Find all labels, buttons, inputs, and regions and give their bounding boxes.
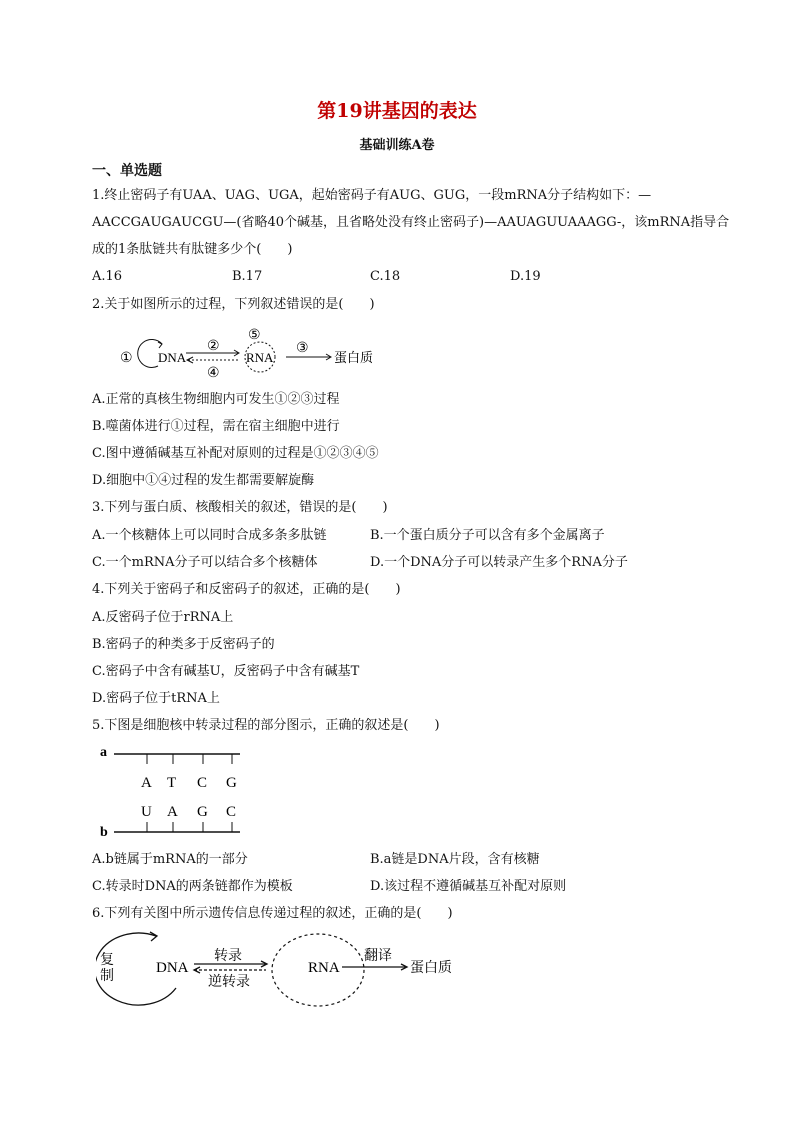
q5-label-a: a: [100, 745, 107, 760]
q2-label-2: ②: [207, 339, 220, 354]
q4-option-a: A.反密码子位于rRNA上: [92, 610, 234, 625]
q2-protein-label: 蛋白质: [334, 350, 374, 365]
q2-option-c: C.图中遵循碱基互补配对原则的过程是①②③④⑤: [92, 446, 379, 461]
q6-flow-diagram: [96, 930, 476, 1010]
q6-replication-char2: 制: [100, 969, 114, 984]
q5-top-base-2: T: [167, 775, 177, 791]
q2-rna-label: RNA: [246, 350, 274, 365]
q6-replication-char1: 复: [100, 953, 114, 968]
q6-translation-label: 翻译: [364, 949, 392, 964]
q2-option-a: A.正常的真核生物细胞内可发生①②③过程: [92, 392, 340, 407]
q5-bottom-base-2: A: [167, 804, 178, 820]
q5-stem: 5.下图是细胞核中转录过程的部分图示，正确的叙述是( ): [92, 718, 440, 733]
q2-label-5: ⑤: [248, 328, 261, 343]
q2-label-3: ③: [296, 341, 309, 356]
q1-option-a: A.16: [92, 269, 123, 284]
q5-option-d: D.该过程不遵循碱基互补配对原则: [370, 879, 567, 894]
q4-option-c: C.密码子中含有碱基U，反密码子中含有碱基T: [92, 664, 360, 679]
q1-stem-line3: 成的1条肽链共有肽键多少个( ): [92, 242, 293, 257]
q5-top-base-3: C: [197, 775, 208, 791]
q5-label-b: b: [100, 825, 108, 840]
q2-stem: 2.关于如图所示的过程，下列叙述错误的是( ): [92, 297, 375, 312]
q2-option-b: B.噬菌体进行①过程，需在宿主细胞中进行: [92, 419, 340, 434]
q3-stem: 3.下列与蛋白质、核酸相关的叙述，错误的是( ): [92, 500, 388, 515]
q5-bottom-base-4: C: [226, 804, 237, 820]
q6-protein-label: 蛋白质: [410, 961, 452, 976]
q3-option-b: B.一个蛋白质分子可以含有多个金属离子: [370, 528, 605, 543]
q6-stem: 6.下列有关图中所示遗传信息传递过程的叙述，正确的是( ): [92, 906, 453, 921]
q1-stem-line2: AACCGAUGAUCGU—(省略40个碱基，且省略处没有终止密码子)—AAUAGUUAAAGG-，该mRNA指导合: [92, 215, 730, 230]
q1-option-b: B.17: [232, 269, 263, 284]
q2-label-1: ①: [120, 351, 133, 366]
q4-stem: 4.下列关于密码子和反密码子的叙述，正确的是( ): [92, 582, 401, 597]
q3-option-d: D.一个DNA分子可以转录产生多个RNA分子: [370, 555, 628, 570]
q5-bottom-base-3: G: [197, 804, 208, 820]
q3-option-a: A.一个核糖体上可以同时合成多条多肽链: [92, 528, 327, 543]
section-heading: 一、单选题: [92, 163, 162, 179]
q5-option-a: A.b链属于mRNA的一部分: [92, 852, 248, 867]
q6-rna-label: RNA: [308, 960, 340, 976]
q2-label-4: ④: [207, 366, 220, 381]
q1-stem-line1: 1.终止密码子有UAA、UAG、UGA，起始密码子有AUG、GUG，一段mRNA分子结构如下：—: [92, 188, 652, 203]
q4-option-b: B.密码子的种类多于反密码子的: [92, 637, 275, 652]
page-title: 第19讲基因的表达: [317, 100, 477, 122]
page-subtitle: 基础训练A卷: [359, 138, 435, 153]
q1-option-d: D.19: [510, 269, 541, 284]
q6-transcription-label: 转录: [214, 949, 242, 964]
q1-option-c: C.18: [370, 269, 401, 284]
q5-transcription-diagram: [98, 742, 248, 842]
q2-flow-diagram: [118, 322, 388, 384]
q5-top-base-4: G: [226, 775, 237, 791]
q5-option-b: B.a链是DNA片段，含有核糖: [370, 852, 540, 867]
q5-option-c: C.转录时DNA的两条链都作为模板: [92, 879, 293, 894]
q2-option-d: D.细胞中①④过程的发生都需要解旋酶: [92, 473, 315, 488]
q3-option-c: C.一个mRNA分子可以结合多个核糖体: [92, 555, 318, 570]
q6-reverse-label: 逆转录: [208, 975, 250, 990]
q5-top-base-1: A: [141, 775, 152, 791]
q5-bottom-base-1: U: [141, 804, 152, 820]
q2-dna-label: DNA: [158, 350, 187, 365]
q6-dna-label: DNA: [156, 960, 189, 976]
q4-option-d: D.密码子位于tRNA上: [92, 691, 220, 706]
